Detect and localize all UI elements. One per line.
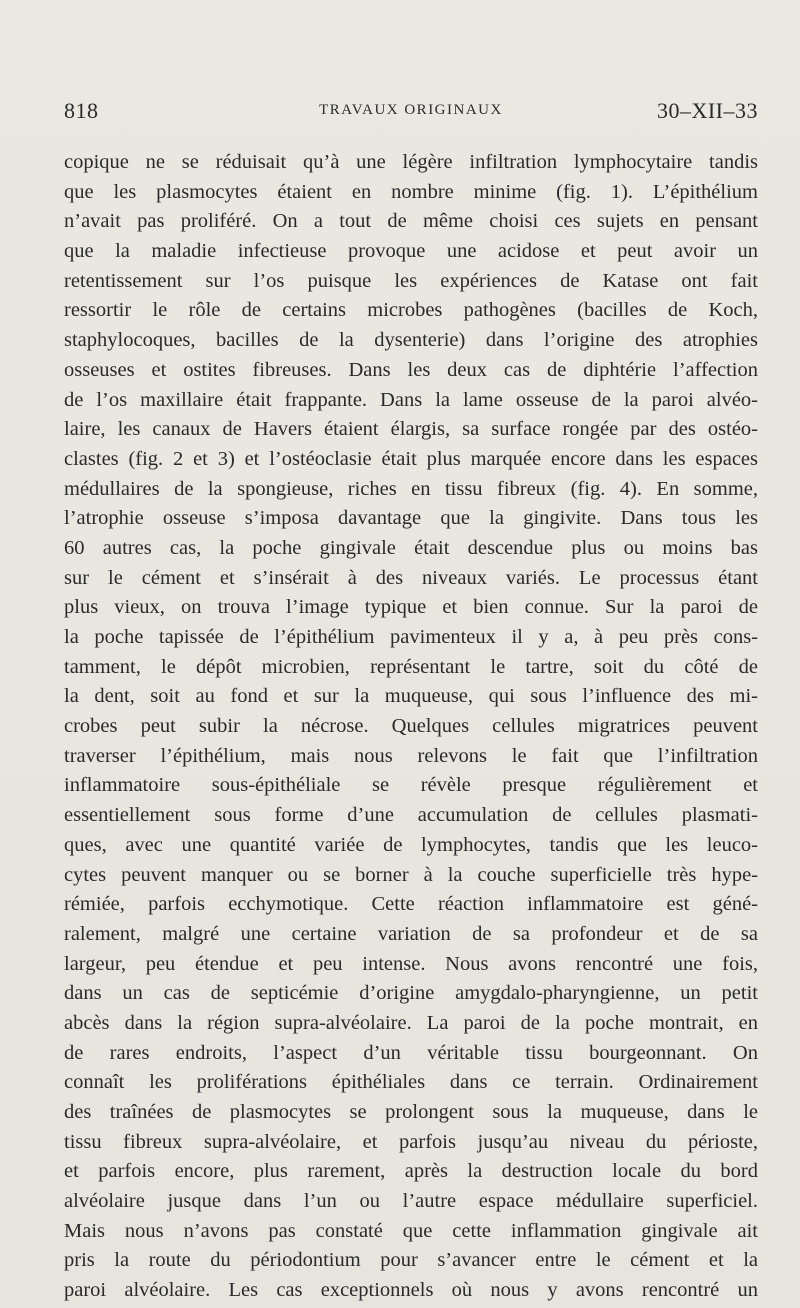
text-line: et parfois encore, plus rarement, après la destruction locale du bord (64, 1160, 758, 1183)
text-line: clastes (fig. 2 et 3) et l’ostéoclasie était plus marquée encore dans les espaces (64, 447, 758, 470)
text-line: que la maladie infectieuse provoque une acidose et peut avoir un (64, 240, 758, 263)
text-line: plus vieux, on trouva l’image typique et bien connue. Sur la paroi de (64, 596, 758, 619)
text-line: laire, les canaux de Havers étaient élargis, sa surface rongée par des ostéo- (64, 418, 758, 441)
text-line: inflammatoire sous-épithéliale se révèle presque régulièrement et (64, 774, 758, 797)
text-line: cytes peuvent manquer ou se borner à la couche superficielle très hype- (64, 863, 758, 886)
text-line: des traînées de plasmocytes se prolongent sous la muqueuse, dans le (64, 1101, 758, 1123)
text-line: retentissement sur l’os puisque les expériences de Katase ont fait (64, 269, 758, 292)
text-line: sur le cément et s’insérait à des niveaux variés. Le processus étant (64, 566, 758, 589)
text-line: Mais nous n’avons pas constaté que cette inflammation gingivale ait (64, 1219, 758, 1242)
running-head (64, 98, 758, 126)
text-line: abcès dans la région supra-alvéolaire. La paroi de la poche montrait, en (64, 1011, 758, 1034)
text-line: de l’os maxillaire était frappante. Dans la lame osseuse de la paroi alvéo- (64, 388, 758, 411)
text-line: pris la route du périodontium pour s’avancer entre le cément et la (64, 1249, 758, 1272)
text-line: ques, avec une quantité variée de lymphocytes, tandis que les leuco- (64, 833, 758, 856)
text-line: de rares endroits, l’aspect d’un véritable tissu bourgeonnant. On (64, 1041, 758, 1064)
text-line: la poche tapissée de l’épithélium pavimenteux il y a, à peu près cons- (64, 626, 758, 648)
text-line: n’avait pas proliféré. On a tout de même choisi ces sujets en pensant (64, 210, 758, 233)
text-line: l’atrophie osseuse s’imposa davantage que la gingivite. Dans tous les (64, 507, 758, 530)
text-line: alvéolaire jusque dans l’un ou l’autre espace médullaire superficiel. (64, 1190, 758, 1213)
body-text (64, 148, 758, 1306)
text-line: staphylocoques, bacilles de la dysenterie) dans l’origine des atrophies (64, 329, 758, 352)
text-line: crobes peut subir la nécrose. Quelques cellules migratrices peuvent (64, 715, 758, 738)
issue-date: 30–XII–33 (656, 98, 758, 123)
text-line: paroi alvéolaire. Les cas exceptionnels où nous y avons rencontré un (64, 1279, 758, 1302)
page-number: 818 (64, 98, 99, 123)
text-line: connaît les proliférations épithéliales dans ce terrain. Ordinairement (64, 1071, 758, 1094)
text-line: médullaires de la spongieuse, riches en tissu fibreux (fig. 4). En somme, (64, 477, 758, 500)
text-line: copique ne se réduisait qu’à une légère infiltration lymphocytaire tandis (64, 151, 758, 173)
text-line: que les plasmocytes étaient en nombre minime (fig. 1). L’épithélium (64, 180, 758, 203)
text-line: rémiée, parfois ecchymotique. Cette réaction inflammatoire est géné- (64, 893, 758, 916)
text-line: osseuses et ostites fibreuses. Dans les deux cas de diphtérie l’affection (64, 358, 758, 381)
text-line: ressortir le rôle de certains microbes pathogènes (bacilles de Koch, (64, 299, 758, 322)
text-line: 60 autres cas, la poche gingivale était descendue plus ou moins bas (64, 536, 758, 559)
text-line: la dent, soit au fond et sur la muqueuse, qui sous l’influence des mi- (64, 685, 758, 708)
running-title: TRAVAUX ORIGINAUX (319, 102, 503, 118)
text-line: ralement, malgré une certaine variation de sa profondeur et de sa (64, 922, 758, 945)
text-line: largeur, peu étendue et peu intense. Nous avons rencontré une fois, (64, 952, 758, 975)
text-line: dans un cas de septicémie d’origine amygdalo-pharyngienne, un petit (64, 982, 758, 1005)
text-line: traverser l’épithélium, mais nous relevons le fait que l’infiltration (64, 744, 758, 767)
text-line: essentiellement sous forme d’une accumulation de cellules plasmati- (64, 804, 758, 827)
text-line: tissu fibreux supra-alvéolaire, et parfois jusqu’au niveau du périoste, (64, 1130, 758, 1153)
text-line: tamment, le dépôt microbien, représentant le tartre, soit du côté de (64, 655, 758, 678)
